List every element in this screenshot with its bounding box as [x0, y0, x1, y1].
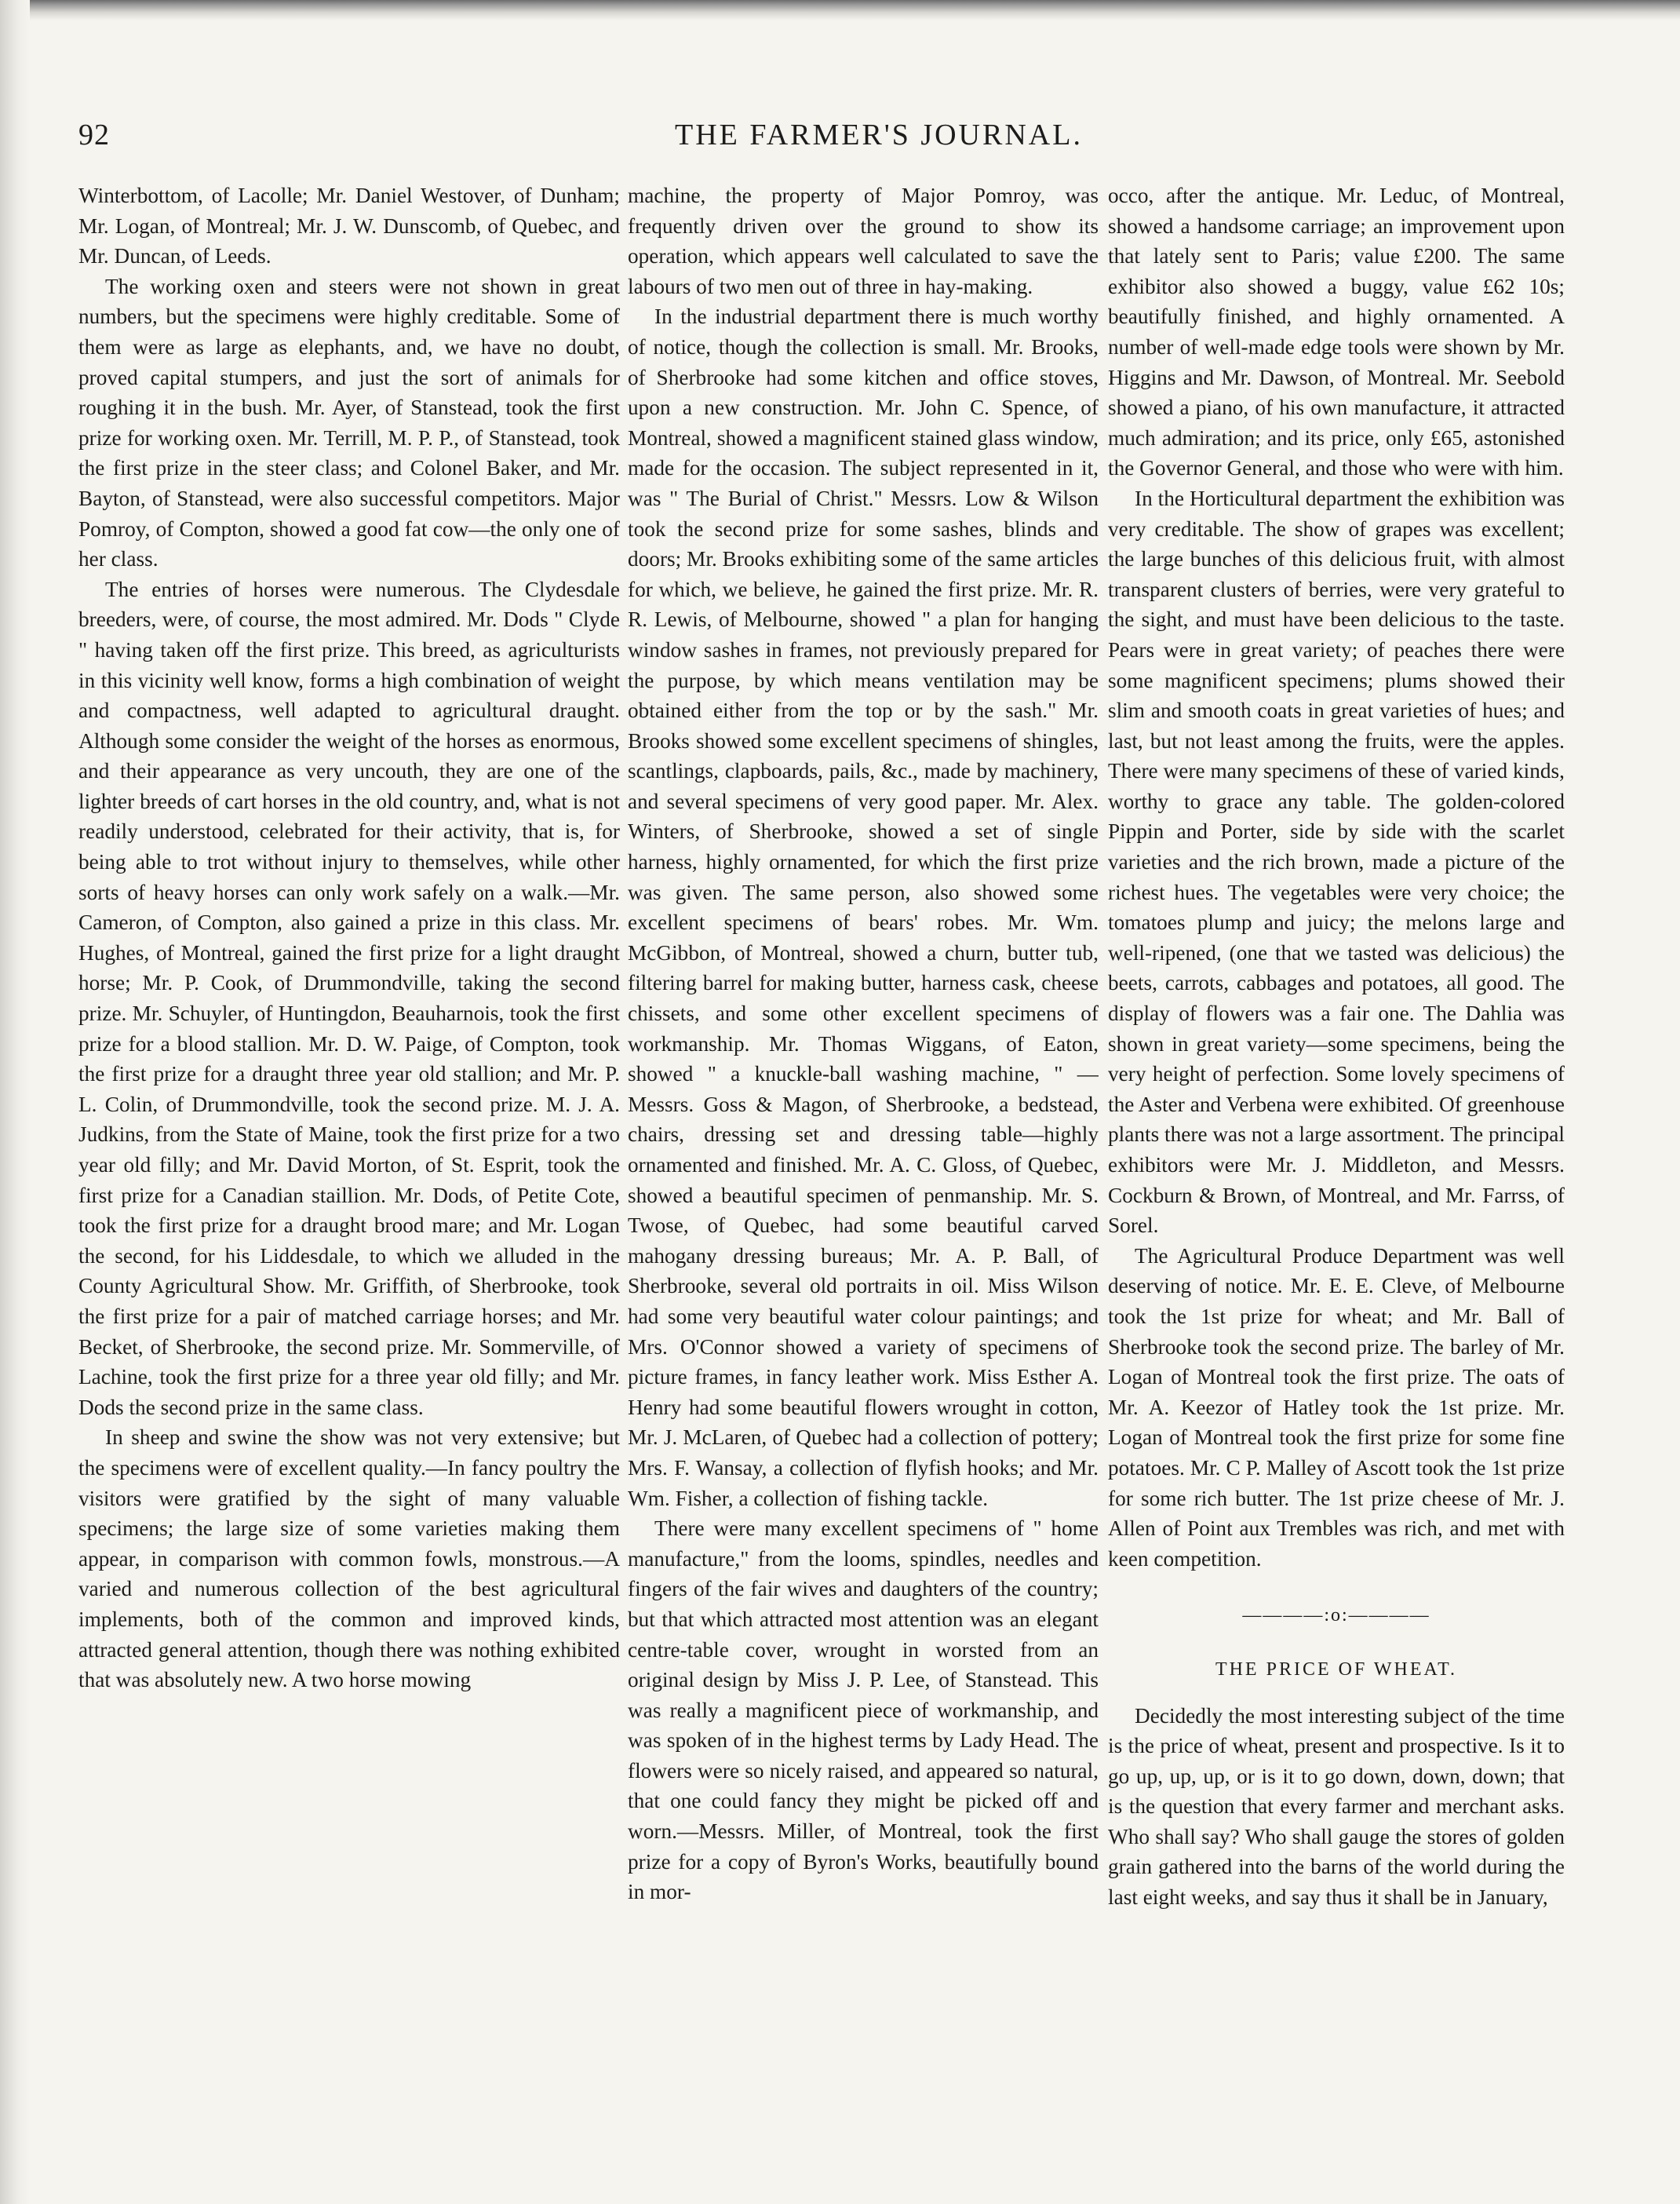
paragraph: In sheep and swine the show was not very extensive; but the specimens were of excellent quality.—In fancy poultry the visitors were gratified by the sight of many valuable specimens; the large size of some varieties making them appear, in comparison with common fowls, monstrous.—A varied and numerous collection of the best agricultural implements, both of the common and improved kinds, attracted general attention, though there was nothing exhibited that was absolutely new. A two horse mowing	[78, 1425, 620, 1692]
paragraph: In the Horticultural department the exhibition was very creditable. The show of grapes was excellent; the large bunches of this delicious fruit, with almost transparent clusters of berries, were very grateful to the sight, and must have been delicious to the taste. Pears were in great variety; of peaches there were some magnificent specimens; plums showed their slim and smooth coats in great varieties of hues; and last, but not least among the fruits, were the apples. There were many specimens of these of varied kinds, worthy to grace any table. The golden-colored Pippin and Porter, side by side with the scarlet varieties and the rich brown, made a picture of the richest hues. The vegetables were very choice; the tomatoes plump and juicy; the melons large and well-ripened, (one that we tasted was delicious) the beets, carrots, cabbages and potatoes, all good. The display of flowers was a fair one. The Dahlia was shown in great variety—some specimens, being the very height of perfection. Some lovely specimens of the Aster and Verbena were exhibited. Of greenhouse plants there was not a large assortment. The principal exhibitors were Mr. J. Middleton, and Messrs. Cockburn & Brown, of Montreal, and Mr. Farrss, of Sorel.	[1108, 486, 1565, 1238]
section-heading: THE PRICE OF WHEAT.	[1215, 1658, 1458, 1680]
paragraph: The entries of horses were numerous. The Clydesdale breeders, were, of course, the most admired. Mr. Dods " Clyde " having taken off the first prize. This breed, as agriculturists in this vicinity well know, forms a high combination of weight and compactness, well adapted to agricultural draught. Although some consider the weight of the horses as enormous, and their appearance as very uncouth, they are one of the lighter breeds of cart horses in the old country, and, what is not readily understood, celebrated for their activity, that is, for being able to trot without injury to themselves, while other sorts of heavy horses can only work safely on a walk.—Mr. Cameron, of Compton, also gained a prize in this class. Mr. Hughes, of Montreal, gained the first prize for a light draught horse; Mr. P. Cook, of Drummondville, taking the second prize. Mr. Schuyler, of Huntingdon, Beauharnois, took the first prize for a blood stallion. Mr. D. W. Paige, of Compton, took the first prize for a draught three year old stallion; and Mr. P. L. Colin, of Drummondville, took the second prize. M. J. A. Judkins, from the State of Maine, took the first prize for a two year old filly; and Mr. David Morton, of St. Esprit, took the first prize for a Canadian staillion. Mr. Dods, of Petite Cote, took the first prize for a draught brood mare; and Mr. Logan the second, for his Liddesdale, to which we alluded in the County Agricultural Show. Mr. Griffith, of Sherbrooke, took the first prize for a pair of matched carriage horses; and Mr. Becket, of Sherbrooke, the second prize. Mr. Sommerville, of Lachine, took the first prize for a three year old filly; and Mr. Dods the second prize in the same class.	[78, 577, 620, 1419]
paragraph: Decidedly the most interesting subject of the time is the price of wheat, present and prospective. Is it to go up, up, up, or is it to go down, down, down; that is the question that every farmer and merchant asks. Who shall say? Who shall gauge the stores of golden grain gathered into the barns of the world during the last eight weeks, and say thus it shall be in January,	[1108, 1703, 1565, 1910]
scan-top-edge	[0, 0, 1680, 20]
scan-left-edge	[0, 0, 30, 2204]
column-1	[78, 181, 620, 2174]
column-2	[628, 181, 1099, 2174]
paragraph: The working oxen and steers were not shown in great numbers, but the specimens were highly creditable. Some of them were as large as elephants, and, we have no doubt, proved capital stumpers, and just the sort of animals for roughing it in the bush. Mr. Ayer, of Stanstead, took the first prize for working oxen. Mr. Terrill, M. P. P., of Stanstead, took the first prize in the steer class; and Colonel Baker, and Mr. Bayton, of Stanstead, were also successful competitors. Major Pomroy, of Compton, showed a good fat cow—the only one of her class.	[78, 274, 620, 571]
paragraph: occo, after the antique. Mr. Leduc, of Montreal, showed a handsome carriage; an improvement upon that lately sent to Paris; value £200. The same exhibitor also showed a buggy, value £62 10s; beautifully finished, and highly ornamented. A number of well-made edge tools were shown by Mr. Higgins and Mr. Dawson, of Montreal. Mr. Seebold showed a piano, of his own manufacture, it attracted much admiration; and its price, only £65, astonished the Governor General, and those who were with him.	[1108, 184, 1565, 480]
paragraph: Winterbottom, of Lacolle; Mr. Daniel Westover, of Dunham; Mr. Logan, of Montreal; Mr. J. W. Dunscomb, of Quebec, and Mr. Duncan, of Leeds.	[78, 184, 620, 268]
running-head: THE FARMER'S JOURNAL.	[675, 119, 1083, 151]
paragraph: There were many excellent specimens of " home manufacture," from the looms, spindles, needles and fingers of the fair wives and daughters of the country; but that which attracted most attention was an elegant centre-table cover, wrought in worsted from an original design by Miss J. P. Lee, of Stanstead. This was really a magnificent piece of workmanship, and was spoken of in the highest terms by Lady Head. The flowers were so nicely raised, and appeared so natural, that one could fancy they might be picked off and worn.—Messrs. Miller, of Montreal, took the first prize for a copy of Byron's Works, beautifully bound in mor-	[628, 1516, 1099, 1904]
paragraph: machine, the property of Major Pomroy, was frequently driven over the ground to show its operation, which appears well calculated to save the labours of two men out of three in hay-making.	[628, 184, 1099, 298]
column-3	[1108, 181, 1565, 2174]
paragraph: The Agricultural Produce Department was well deserving of notice. Mr. E. E. Cleve, of Melbourne took the 1st prize for wheat; and Mr. Ball of Sherbrooke took the second prize. The barley of Mr. Logan of Montreal took the first prize. The oats of Mr. A. Keezor of Hatley took the 1st prize. Mr. Logan of Montreal took the first prize for some fine potatoes. Mr. C P. Malley of Ascott took the 1st prize for some rich butter. The 1st prize cheese of Mr. J. Allen of Point aux Trembles was rich, and met with keen competition.	[1108, 1243, 1565, 1571]
page-number: 92	[78, 119, 110, 151]
paragraph: In the industrial department there is much worthy of notice, though the collection is small. Mr. Brooks, of Sherbrooke had some kitchen and office stoves, upon a new construction. Mr. John C. Spence, of Montreal, showed a magnificent stained glass window, made for the occasion. The subject represented in it, was " The Burial of Christ." Messrs. Low & Wilson took the second prize for some sashes, blinds and doors; Mr. Brooks exhibiting some of the same articles for which, we believe, he gained the first prize. Mr. R. R. Lewis, of Melbourne, showed " a plan for hanging window sashes in frames, not previously prepared for the purpose, by which means ventilation may be obtained either from the top or by the sash." Mr. Brooks showed some excellent specimens of shingles, scantlings, clapboards, pails, &c., made by machinery, and several specimens of very good paper. Mr. Alex. Winters, of Sherbrooke, showed a set of single harness, highly ornamented, for which the first prize was given. The same person, also showed some excellent specimens of bears' robes. Mr. Wm. McGibbon, of Montreal, showed a churn, butter tub, filtering barrel for making butter, harness cask, cheese chissets, and some other excellent specimens of workmanship. Mr. Thomas Wiggans, of Eaton, showed " a knuckle-ball washing machine, " — Messrs. Goss & Magon, of Sherbrooke, a bedstead, chairs, dressing set and dressing table—highly ornamented and finished. Mr. A. C. Gloss, of Quebec, showed a beautiful specimen of penmanship. Mr. S. Twose, of Quebec, had some beautiful carved mahogany dressing bureaus; Mr. A. P. Ball, of Sherbrooke, several old portraits in oil. Miss Wilson had some very beautiful water colour paintings; and Mrs. O'Connor showed a variety of specimens of picture frames, in fancy leather work. Miss Esther A. Henry had some beautiful flowers wrought in cotton, Mr. J. McLaren, of Quebec had a collection of pottery; Mrs. F. Wansay, a collection of flyfish hooks; and Mr. Wm. Fisher, a collection of fishing tackle.	[628, 305, 1099, 1510]
section-divider: ————:o:————	[1242, 1605, 1430, 1626]
